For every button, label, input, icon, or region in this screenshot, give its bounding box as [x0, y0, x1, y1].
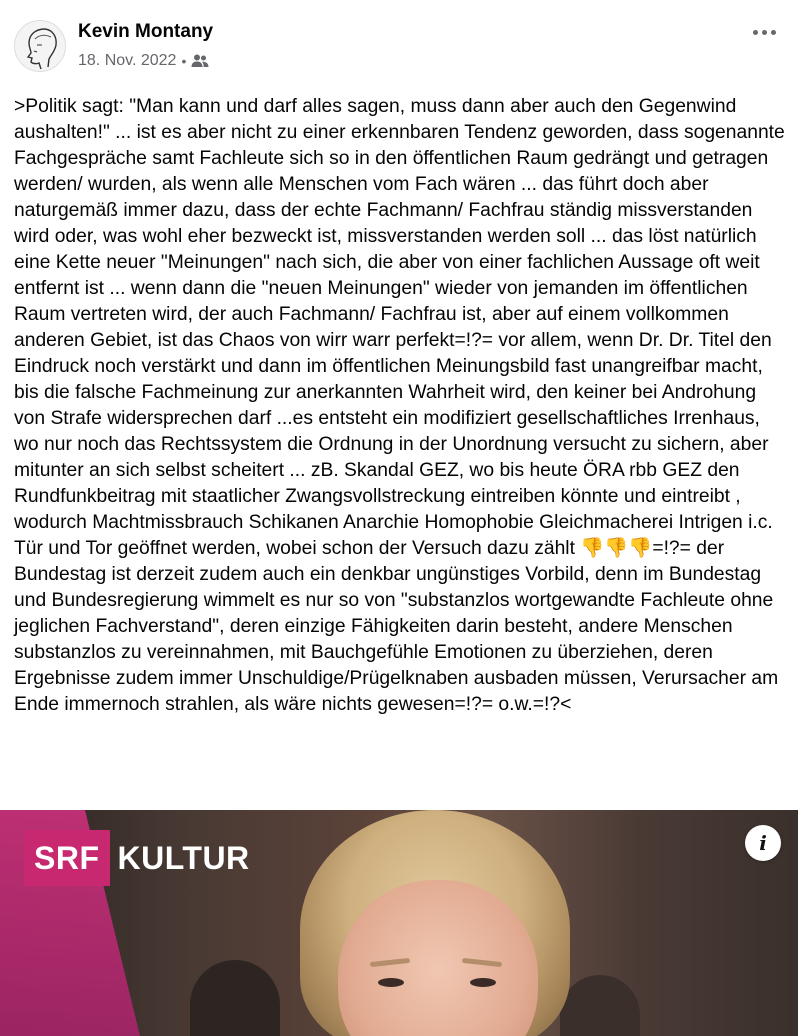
author-name[interactable]: Kevin Montany — [78, 21, 214, 42]
logo-channel: KULTUR — [117, 839, 250, 876]
author-avatar[interactable] — [14, 20, 66, 72]
srf-kultur-logo — [24, 830, 258, 886]
post-date[interactable]: 18. Nov. 2022 — [78, 52, 177, 69]
post-header — [0, 0, 798, 84]
post-meta — [78, 50, 209, 72]
person-eye — [378, 978, 404, 987]
person-eye — [470, 978, 496, 987]
friends-icon[interactable] — [191, 53, 209, 69]
post-text: >Politik sagt: "Man kann und darf alles sagen, muss dann aber auch den Gegenwind aushalten!" ... ist es aber nicht zu einer erkennbaren Tendenz geworden, dass sogenannte Fachgespräche samt Fachleute sich so in den öffentlichen Raum gedrängt und getragen werden/ wurden, als wenn alle Menschen vom Fach wären ... das führt doch aber naturgemäß immer dazu, dass der echte Fachmann/ Fachfrau ständig missverstanden wird oder, was wohl eher bezweckt ist, missverstanden werden soll ... das löst natürlich eine Kette neuer "Meinungen" nach sich, die aber von einer fachlichen Aussage oft weit entfernt ist ... wenn dann die "neuen Meinungen" wieder von jemanden im öffentlichen Raum vertreten wird, der auch Fachmann/ Fachfrau ist, aber auf einem vollkommen anderen Gebiet, ist das Chaos von wirr warr perfekt=!?= vor allem, wenn Dr. Dr. Titel den Eindruck noch verstärkt und dann im öffentlichen Meinungsbild fast unangreifbar macht, bis die falsche Fachmeinung zur anerkannten Wahrheit wird, den keiner bei Androhung von Strafe widersprechen darf ...es entsteht ein modifiziert gesellschaftliches Irrenhaus, wo nur noch das Rechtssystem die Ordnung in der Unordnung versucht zu sichern, aber mitunter an sich selbst scheitert ... zB. Skandal GEZ, wo bis heute ÖRA rbb GEZ den Rundfunkbeitrag mit staatlicher Zwangsvollstreckung eintreiben könnte und eintreibt , wodurch Machtmissbrauch Schikanen Anarchie Homophobie Gleichmacherei Intrigen i.c. Tür und Tor geöffnet werden, wobei schon der Versuch dazu zählt 👎👎👎=!?= der Bundestag ist derzeit zudem auch ein denkbar ungünstiges Vorbild, denn im Bundestag und Bundesregierung wimmelt es nur so von "substanzlos wortgewandte Fachleute ohne jeglichen Fachverstand", deren einzige Fähigkeiten darin besteht, andere Menschen substanzlos zu vereinnahmen, mit Bauchgefühle Emotionen zu überziehen, deren Ergebnisse zudem immer Unschuldige/Prügelknaben ausbaden müssen, Verursacher am Ende immernoch strahlen, als wäre nichts gewesen=!?= o.w.=!?< — [14, 96, 785, 715]
more-options-icon[interactable] — [744, 18, 784, 46]
info-icon[interactable]: i — [745, 825, 781, 861]
post-media-image[interactable] — [0, 810, 798, 1036]
logo-brand: SRF — [24, 830, 110, 886]
avatar-sketch-icon — [15, 21, 66, 72]
meta-separator: • — [181, 53, 187, 69]
